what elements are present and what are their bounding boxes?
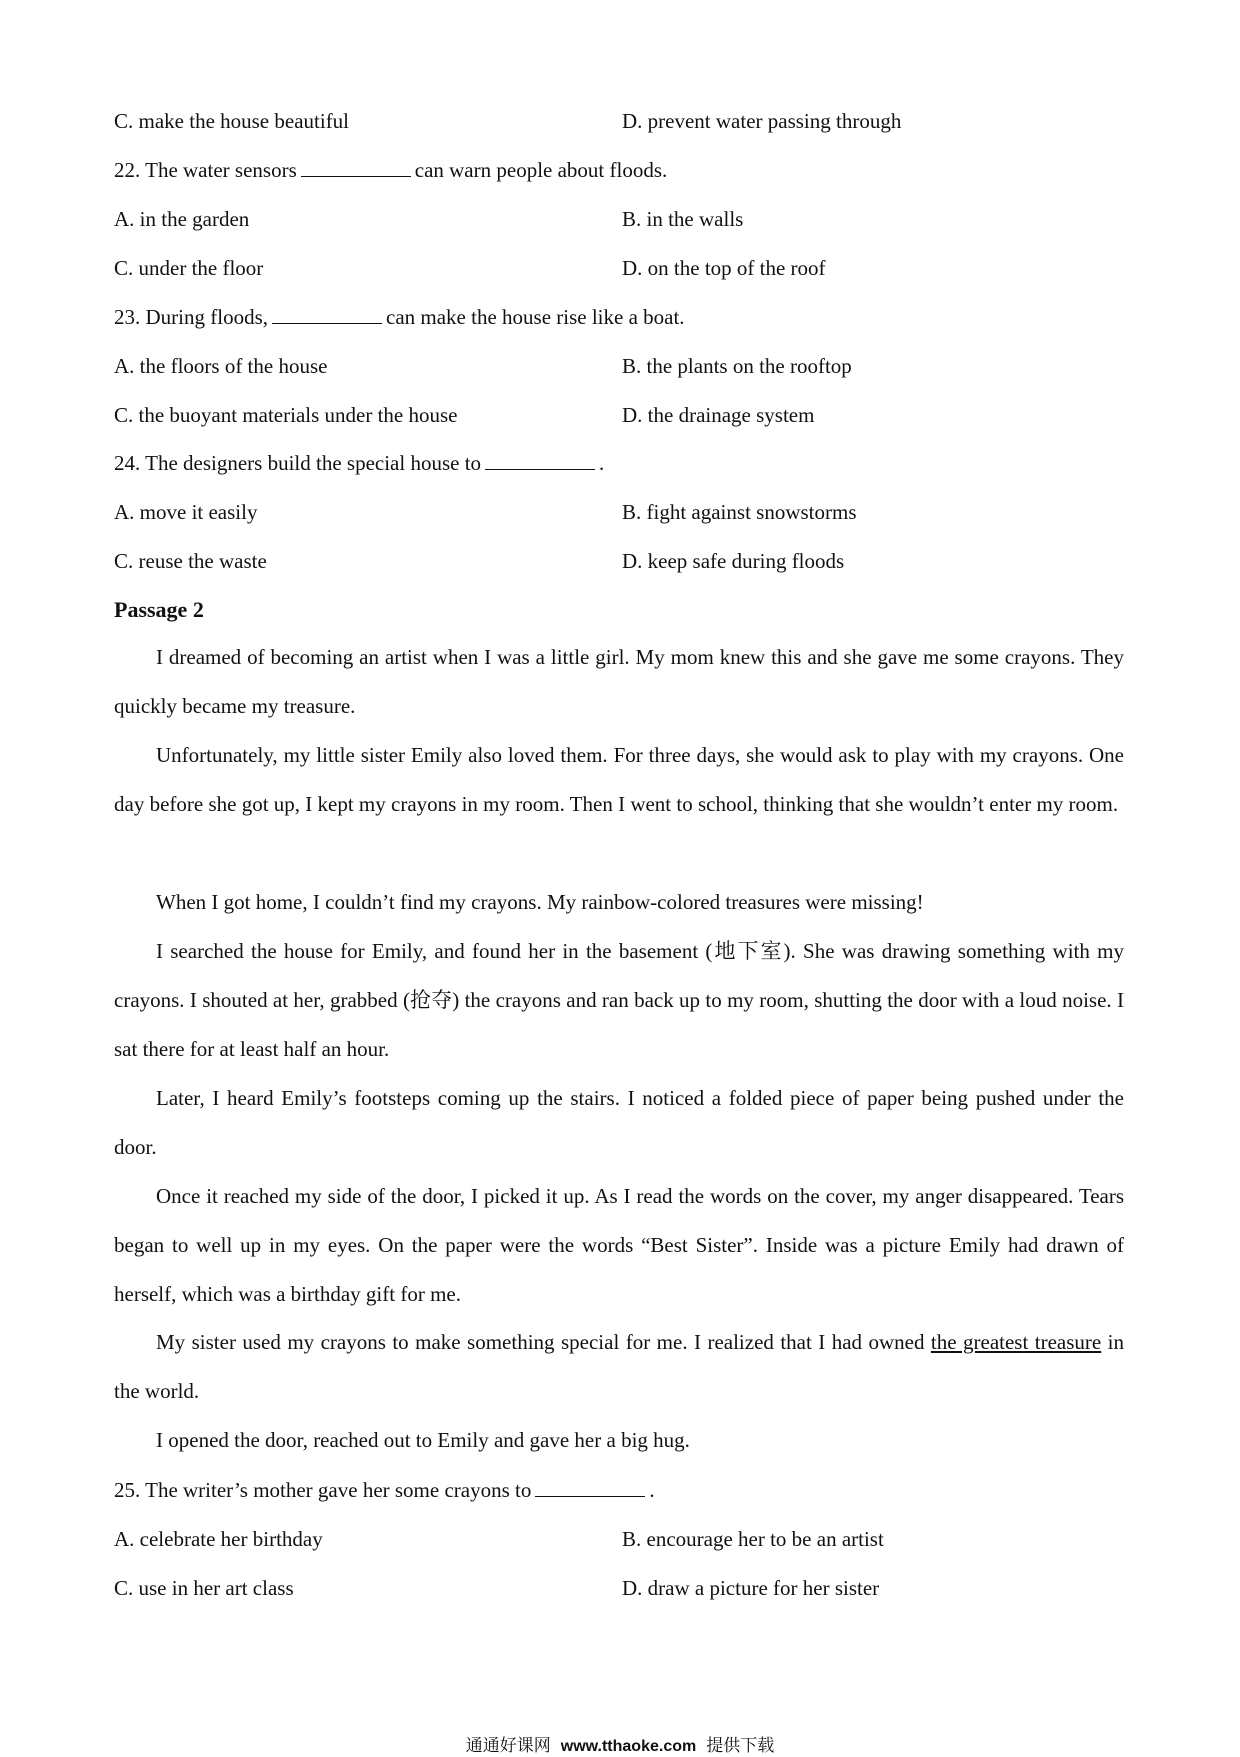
q25-option-d: D. draw a picture for her sister xyxy=(622,1576,880,1600)
q25-option-a: A. celebrate her birthday xyxy=(114,1527,323,1551)
passage-paragraph xyxy=(114,633,1124,731)
q21-option-d: D. prevent water passing through xyxy=(622,109,902,133)
q22-option-a: A. in the garden xyxy=(114,207,250,231)
q22-option-c: C. under the floor xyxy=(114,256,264,280)
passage-paragraph xyxy=(114,1074,1124,1172)
passage-paragraph xyxy=(114,731,1124,829)
paragraph-text: My sister used my crayons to make something special for me. I realized that I had owned xyxy=(156,1330,925,1354)
footer-url: www.tthaoke.com xyxy=(560,1738,697,1755)
q22-option-b: B. in the walls xyxy=(622,207,744,231)
q21-option-c: C. make the house beautiful xyxy=(114,109,350,133)
q23-option-b: B. the plants on the rooftop xyxy=(622,354,852,378)
q22-stem-end: can warn people about floods. xyxy=(414,158,668,182)
answer-blank xyxy=(301,158,411,177)
passage-paragraph xyxy=(114,878,1124,927)
q25-stem-end: . xyxy=(649,1478,655,1502)
answer-blank xyxy=(485,451,595,470)
underlined-phrase: the greatest treasure xyxy=(930,1330,1102,1354)
footer-site-name: 通通好课网 xyxy=(465,1736,551,1755)
q22-stem xyxy=(114,157,667,183)
q25-option-b: B. encourage her to be an artist xyxy=(622,1527,884,1551)
q23-option-a: A. the floors of the house xyxy=(114,354,328,378)
q24-stem xyxy=(114,450,604,476)
paragraph-text: Later, I heard Emily’s footsteps coming up the stairs. I noticed a folded piece of paper being pushed under the door. xyxy=(114,1086,1124,1159)
q24-stem-start: 24. The designers build the special house to xyxy=(114,451,482,475)
q23-stem-end: can make the house rise like a boat. xyxy=(386,305,685,329)
q24-option-d: D. keep safe during floods xyxy=(622,549,845,573)
q23-option-c: C. the buoyant materials under the house xyxy=(114,403,458,427)
q25-stem-start: 25. The writer’s mother gave her some crayons to xyxy=(114,1478,532,1502)
answer-blank xyxy=(535,1478,645,1497)
q24-option-b: B. fight against snowstorms xyxy=(622,500,857,524)
q25-option-c: C. use in her art class xyxy=(114,1576,294,1600)
paragraph-text: I opened the door, reached out to Emily and gave her a big hug. xyxy=(156,1428,690,1452)
answer-blank xyxy=(272,305,382,324)
q25-stem xyxy=(114,1477,655,1503)
passage-paragraph xyxy=(114,1416,1124,1465)
passage-paragraph xyxy=(114,927,1124,1074)
q23-option-d: D. the drainage system xyxy=(622,403,815,427)
passage-paragraph xyxy=(114,1172,1124,1319)
footer-note: 提供下载 xyxy=(706,1736,775,1755)
paragraph-text: When I got home, I couldn’t find my crayons. My rainbow-colored treasures were missing! xyxy=(156,890,924,914)
q24-option-c: C. reuse the waste xyxy=(114,549,267,573)
paragraph-text: I searched the house for Emily, and found her in the basement (地下室). She was drawing something with my crayons. I shouted at her, grabbed (抢夺) the crayons and ran back up to my room, shutting the door with a loud noise. I sat there for at least half an hour. xyxy=(114,939,1124,1061)
paragraph-text: Once it reached my side of the door, I picked it up. As I read the words on the cover, my anger disappeared. Tears began to well up in my eyes. On the paper were the words “Best Sister”. Inside was a picture Emily had drawn of herself, which was a birthday gift for me. xyxy=(114,1184,1124,1306)
passage-heading: Passage 2 xyxy=(114,597,204,622)
paragraph-text: in the world. xyxy=(114,1330,1124,1403)
q22-option-d: D. on the top of the roof xyxy=(622,256,826,280)
q23-stem xyxy=(114,304,685,330)
paragraph-text: Unfortunately, my little sister Emily also loved them. For three days, she would ask to play with my crayons. One day before she got up, I kept my crayons in my room. Then I went to school, thinking that she wouldn’t enter my room. xyxy=(114,743,1124,816)
q23-stem-start: 23. During floods, xyxy=(114,305,268,329)
passage-paragraph xyxy=(114,1318,1124,1416)
paragraph-text: I dreamed of becoming an artist when I was a little girl. My mom knew this and she gave me some crayons. They quickly became my treasure. xyxy=(114,645,1124,718)
q22-stem-start: 22. The water sensors xyxy=(114,158,297,182)
q24-option-a: A. move it easily xyxy=(114,500,258,524)
q24-stem-end: . xyxy=(599,451,605,475)
